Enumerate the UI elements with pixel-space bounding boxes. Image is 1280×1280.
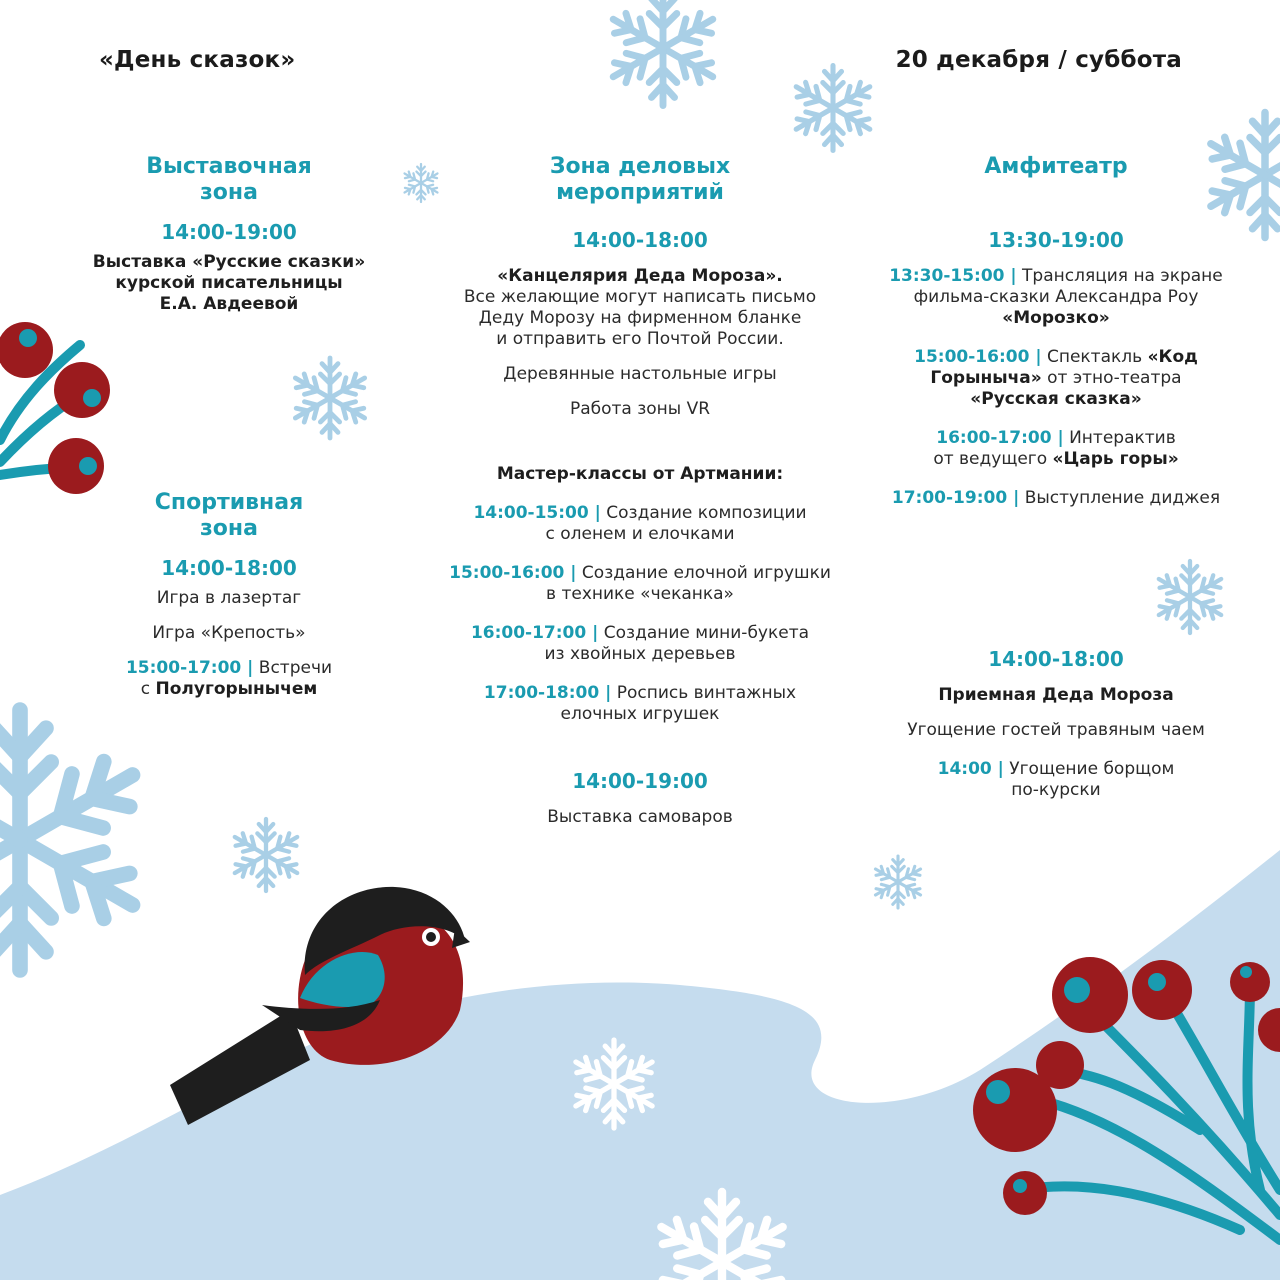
- list-item: 14:00-15:00 | Создание композиции с оленем и елочками: [473, 503, 807, 544]
- list-item: 15:00-16:00 | Создание елочной игрушки в технике «чеканка»: [449, 563, 831, 604]
- list-item: Игра в лазертаг: [156, 588, 302, 608]
- zone-time: 14:00-19:00: [161, 220, 297, 244]
- snowflake-icon: [872, 856, 923, 908]
- list-item: 15:00-16:00 | Спектакль «Код Горыныча» от этно-театра «Русская сказка»: [914, 347, 1198, 409]
- amphitheatre-zone: [866, 154, 1246, 509]
- list-item: 14:00 | Угощение борщом по-курски: [937, 759, 1175, 800]
- snowflake-icon: [791, 66, 875, 151]
- list-item: Работа зоны VR: [569, 399, 711, 419]
- snowflake-icon: [1155, 561, 1226, 633]
- list-item: 17:00-19:00 | Выступление диджея: [891, 488, 1221, 508]
- exhibition-description: Выставка «Русские сказки» курской писательницы Е.А. Авдеевой: [92, 252, 366, 314]
- event-title: «День сказок»: [99, 47, 296, 73]
- sport-zone: [69, 490, 389, 700]
- list-item: «Канцелярия Деда Мороза». Все желающие могут написать письмо Деду Морозу на фирменном бланке и отправить его Почтой России.: [463, 266, 817, 349]
- zone-title: Амфитеатр: [984, 154, 1128, 179]
- reception-title: Приемная Деда Мороза: [938, 685, 1174, 705]
- zone-time: 14:00-18:00: [572, 228, 708, 252]
- zone-title: Зона деловых мероприятий: [549, 154, 731, 205]
- snowflake-icon: [231, 819, 302, 891]
- snowflake-icon: [291, 358, 370, 438]
- list-item: 15:00-17:00 | Встречи с Полугорынычем: [125, 658, 333, 699]
- santa-reception: [866, 647, 1246, 801]
- snowflake-icon: [606, 0, 719, 106]
- list-item: Угощение гостей травяным чаем: [907, 720, 1205, 740]
- business-zone: [430, 154, 850, 828]
- zone-title: Спортивная зона: [154, 490, 304, 541]
- list-item: 16:00-17:00 | Интерактив от ведущего «Царь горы»: [933, 428, 1179, 469]
- zone-time: 14:00-18:00: [161, 556, 297, 580]
- list-item: 13:30-15:00 | Трансляция на экране фильма-сказки Александра Роу «Морозко»: [889, 266, 1223, 328]
- zone-time: 13:30-19:00: [988, 228, 1124, 252]
- event-date: 20 декабря / суббота: [895, 47, 1182, 73]
- exhibition-zone: [69, 154, 389, 315]
- zone-time: 14:00-18:00: [988, 647, 1124, 671]
- list-item: 16:00-17:00 | Создание мини-букета из хвойных деревьев: [470, 623, 810, 664]
- berry-branch-left-icon: [0, 322, 110, 494]
- list-item: Деревянные настольные игры: [503, 364, 777, 384]
- list-item: 17:00-18:00 | Роспись винтажных елочных игрушек: [483, 683, 797, 724]
- zone-title: Выставочная зона: [146, 154, 312, 205]
- snowflake-icon: [0, 710, 148, 970]
- list-item: Игра «Крепость»: [152, 623, 306, 643]
- masterclass-heading: Мастер-классы от Артмании:: [496, 464, 784, 484]
- zone-time: 14:00-19:00: [572, 769, 708, 793]
- list-item: Выставка самоваров: [547, 807, 733, 827]
